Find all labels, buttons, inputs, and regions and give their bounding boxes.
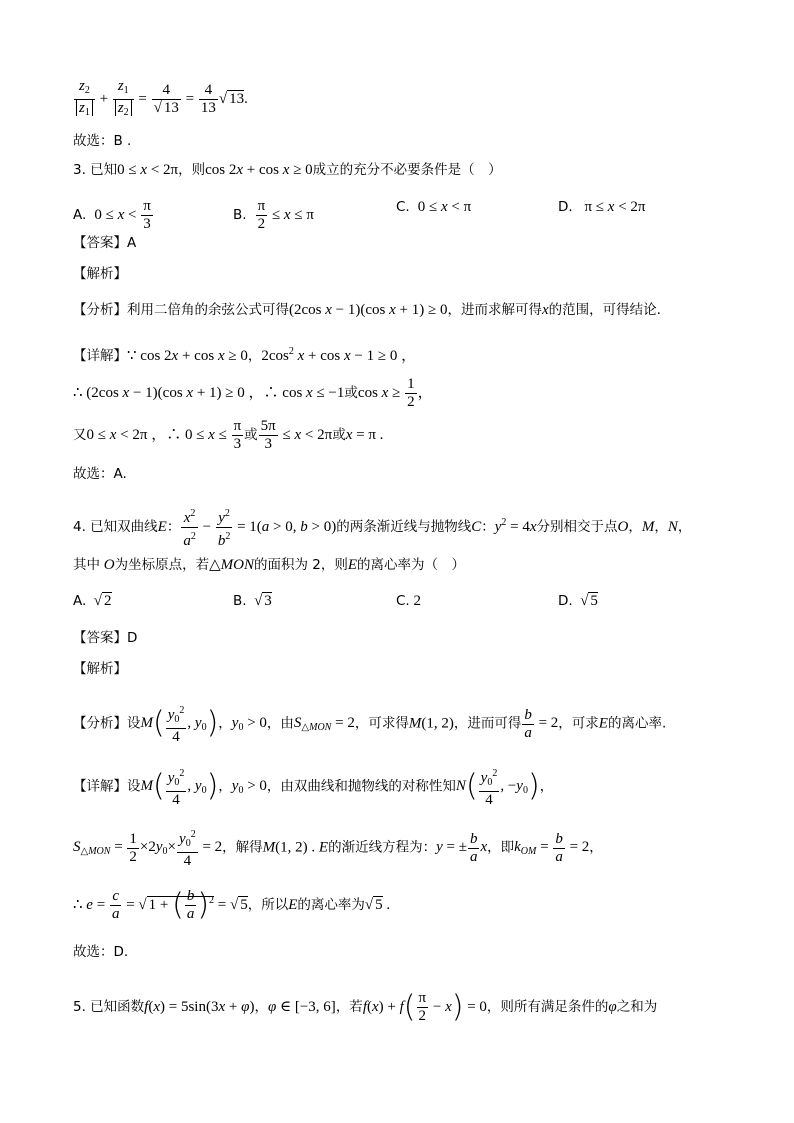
q3-xiangjie-3: 又0 ≤ x < 2π ，∴ 0 ≤ x ≤ $\frac{\pi}{3}$ 或 $\frac{5\pi}{3}$ ≤ x < 2π或x = π . [73,418,384,452]
q3-option-b[interactable]: B. $\frac{\pi}{2}$ ≤ x ≤ π [233,198,314,232]
q4-option-c[interactable]: C. 2 [396,593,421,609]
q4-option-d[interactable]: D. √ 5 [558,593,598,609]
q4-stem-line1: 4. 已知双曲线E： $\frac{x^2}{a^2}$ − $\frac{y^2}{b^2}$ = 1(a > 0, b > 0)的两条渐近线与抛物线C：$y^2 = 4x$分别相交于点O，M，N， [73,505,691,550]
q3-fenxi: 【分析】利用二倍角的余弦公式可得(2cos x − 1)(cos x + 1) ≥ 0，进而求解可得x的范围，可得结论. [73,302,661,318]
q3-xiangjie-1: 【详解】∵ cos 2x + cos x ≥ 0，$2\cos^2$ x + cos x − 1 ≥ 0 ， [73,346,417,364]
q3-analysis-tag: 【解析】 [73,266,127,282]
q3-option-d[interactable]: D. π ≤ x < 2π [558,199,646,215]
q4-analysis-tag: 【解析】 [73,661,127,677]
q3-choice: 故选：A. [73,466,127,482]
q3-stem: 3. 已知0 ≤ x < 2π，则cos 2x + cos x ≥ 0成立的充分不必要条件是（ ） [73,162,502,178]
q4-choice: 故选：D. [73,944,129,960]
q3-options [73,190,773,230]
q3-option-a[interactable]: A. 0 ≤ x < $\frac{\pi}{3}$ [73,198,151,232]
q3-option-c[interactable]: C. 0 ≤ x < π [396,199,472,215]
q3-answer: 【答案】A [73,235,137,251]
q4-option-b[interactable]: B. √ 3 [233,593,272,609]
q4-answer: 【答案】D [73,630,138,646]
q4-xiangjie-3: ∴ e = $\frac{c}{a}$ = √ 1 + ( $\frac{b}{a}$ )$^2$ = √ 5，所以E的离心率为√ 5 . [73,887,391,923]
q3-xiangjie-2: ∴ (2cos x − 1)(cos x + 1) ≥ 0 ，∴ cos x ≤ −1或cos x ≥ $\frac{1}{2}$ ， [73,376,433,410]
q4-fenxi: 【分析】设M( $\frac{y_0^2}{4}$ , $y_0$)，$y_0 > 0$，由$S_{\triangle MON} = 2$，可求得M(1, 2)，进而可得 $\frac{b}{a}$ = 2，可求E的离心率. [73,702,666,746]
q4-stem-line2: 其中 O为坐标原点，若△MON的面积为 2，则E的离心率为（ ） [73,557,466,573]
q5-stem: 5. 已知函数f(x) = 5sin(3x + φ)，φ ∈ [−3, 6]，若f(x) + f( $\frac{\pi}{2}$ − x) = 0，则所有满足条件的φ之和为 [73,989,658,1025]
q4-xiangjie-1: 【详解】设M( $\frac{y_0^2}{4}$ , $y_0$)，$y_0 > 0$，由双曲线和抛物线的对称性知N( $\frac{y_0^2}{4}$ , $-y_0$)， [73,765,553,809]
q2-choice: 故选：B . [73,133,132,149]
q4-option-a[interactable]: A. √ 2 [73,593,112,609]
q4-options [73,588,773,618]
q2-result-formula: $\frac{z_2}{z_1}$ + $\frac{z_1}{z_2}$ = $\frac{4}{√ 13}$ = $\frac{4}{13}$ √ 13. [73,78,248,121]
q4-xiangjie-2: $S_{\triangle MON}$ = $\frac{1}{2}$ $\times 2y_0\times$ $\frac{y_0^2}{4}$ = 2，解得M(1, 2) . E的渐近线方程为：y = ± $\frac{b}{a}$ x，即$k_{OM}$ = $\frac{b}{a}$ = 2， [73,826,603,870]
